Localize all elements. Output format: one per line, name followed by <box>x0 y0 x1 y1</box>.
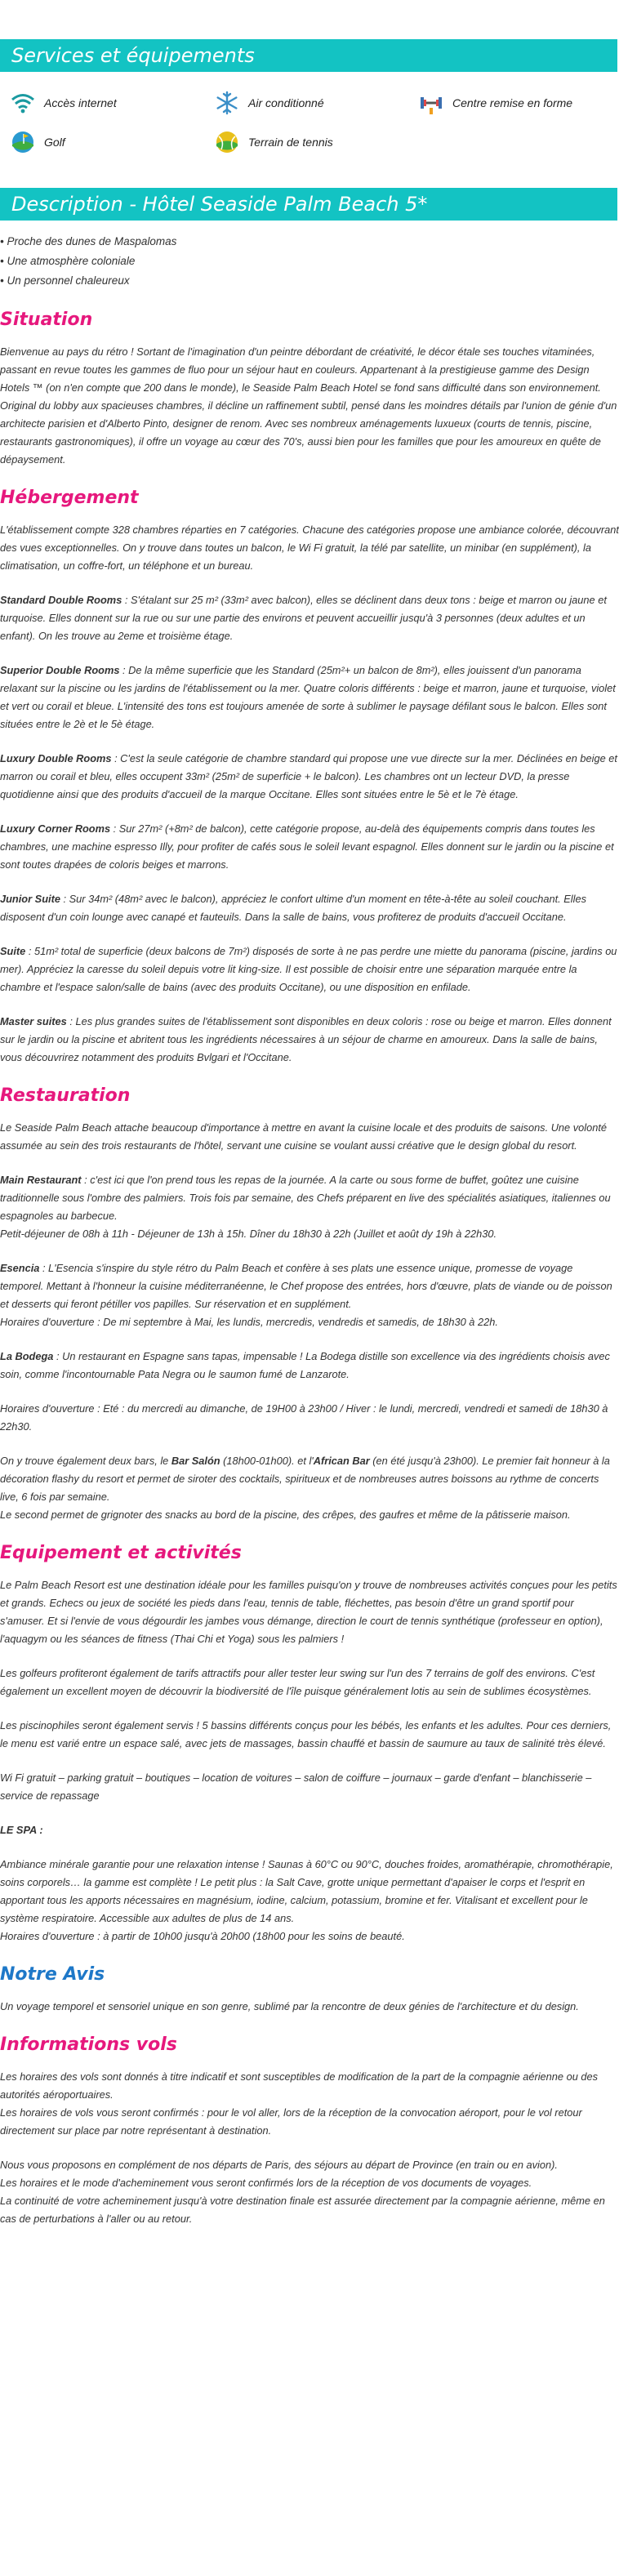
room-text: : Sur 34m² (48m² avec le balcon), appréciez le confort ultime d'un moment en tête-à-tête au soleil couchant. Elles disposent d'un coin lounge avec canapé et fauteuils. Dans la salle de bains, vous profiterez de produits d'accueil Occitane. <box>0 893 586 923</box>
service-fitness <box>418 90 572 116</box>
service-label: Terrain de tennis <box>248 136 333 149</box>
room-name: Suite <box>0 945 26 957</box>
service-label: Air conditionné <box>248 96 324 109</box>
vols-line: Les horaires et le mode d'acheminement vous seront confirmés lors de la réception de vos documents de voyages. <box>0 2177 532 2189</box>
restaurant-hours: Petit-déjeuner de 08h à 11h - Déjeuner de 13h à 15h. Dîner du 18h30 à 22h (Juillet et août dy 19h à 22h30. <box>0 1228 497 1240</box>
room-name: Superior Double Rooms <box>0 664 120 676</box>
african-bar-name: African Bar <box>313 1455 370 1467</box>
vols-line: La continuité de votre acheminement jusqu'à votre destination finale est assurée directement par la compagnie aérienne, même en cas de perturbations à l'aller ou au retour. <box>0 2195 605 2225</box>
services-banner <box>0 39 617 72</box>
service-tennis <box>214 129 333 155</box>
bars-text-part: On y trouve également deux bars, le <box>0 1455 171 1467</box>
hebergement-heading: Hébergement <box>0 488 139 508</box>
room-name: Standard Double Rooms <box>0 594 122 606</box>
room-text: : C'est la seule catégorie de chambre standard qui propose une vue directe sur la mer. Déclinées en beige et marron ou corail et bleu, elles occupent 33m² (25m² de superficie + le balcon). Les chambres ont un lecteur DVD, la presse quotidienne ainsi que des produits d'accueil de la marque Occitane. Elles sont situées entre le 5è et le 7è étage. <box>0 752 617 800</box>
bodega-hours: Horaires d'ouverture : Eté : du mercredi au dimanche, de 19H00 à 23h00 / Hiver : le lundi, mercredi, vendredi et samedi de 18h30 à 22h30. <box>0 1402 608 1433</box>
equipement-golf: Les golfeurs profiteront également de tarifs attractifs pour aller tester leur swing sur l'un des 7 terrains de golf des environs. C'est également un excellent moyen de découvrir la biodiversité de l'île puisque généralement lotis au sein de sublimes écosystèmes. <box>0 1667 595 1697</box>
description-content <box>0 221 619 2228</box>
tennis-icon <box>214 129 240 155</box>
restaurant-name: Main Restaurant <box>0 1174 82 1186</box>
description-banner <box>0 188 617 221</box>
spa-hours: Horaires d'ouverture : à partir de 10h00 jusqu'à 20h00 (18h00 pour les soins de beauté. <box>0 1930 405 1942</box>
restaurant-text: : Un restaurant en Espagne sans tapas, impensable ! La Bodega distille son excellence via des ingrédients choisis avec soin, comme l'incontournable Pata Negra ou le saumon fumé de Lanzarote. <box>0 1350 610 1380</box>
equipement-pools: Les piscinophiles seront également servis ! 5 bassins différents conçus pour les bébés, les enfants et les adultes. Pour ces derniers, le menu est varié entre un espace salé, avec jets de massages, bassin chauffé et bassin de saumure au taux de salinité très élevé. <box>0 1719 612 1749</box>
golf-icon <box>10 129 36 155</box>
restaurant-text: : c'est ici que l'on prend tous les repas de la journée. A la carte ou sous forme de buffet, goûtez une cuisine traditionnelle sous l'ombre des palmiers. Trois fois par semaine, des Chefs préparent en live des spécialités asiatiques, italiennes ou espagnoles au barbecue. <box>0 1174 611 1222</box>
spa-text <box>0 1856 619 1945</box>
room-name: Luxury Corner Rooms <box>0 822 111 835</box>
service-label: Accès internet <box>44 96 117 109</box>
service-label: Golf <box>44 136 65 149</box>
restauration-intro: Le Seaside Palm Beach attache beaucoup d'importance à mettre en avant la cuisine locale et des produits de saisons. Une volonté assumée au sein des trois restaurants de l'hôtel, servant une cuisine se voulant aussi créative que le design global du resort. <box>0 1121 607 1152</box>
room-suite <box>0 943 619 996</box>
room-name: Master suites <box>0 1015 67 1027</box>
bars-text <box>0 1452 619 1524</box>
spa-description: Ambiance minérale garantie pour une relaxation intense ! Saunas à 60°C ou 90°C, douches froides, aromathérapie, chromothérapie, soins corporels… la gamme est complète ! Le petit plus : la Salt Cave, grotte unique permettant d'apaiser le corps et l'esprit en apportant tous les apports nécessaires en magnésium, iodine, calcium, potassium, bromine et fer. Vitalisant et excellent pour le système respiratoire. Accessible aux adultes de plus de 14 ans. <box>0 1858 613 1924</box>
service-internet <box>10 90 117 116</box>
situation-text: Bienvenue au pays du rétro ! Sortant de l'imagination d'un peintre débordant de créativité, le décor étale ses touches vitaminées, passant en revue toutes les gammes de fluo pour un séjour haut en couleurs. Appartenant à la prestigieuse gamme des Design Hotels ™ (on n'en compte que 200 dans le monde), le Seaside Palm Beach Hotel se fond sans difficulté dans son environnement. Original du lobby aux spacieuses chambres, il décline un raffinement subtil, pensé dans les moindres détails par l'union de génie d'un architecte parisien et d'Alberto Pinto, designer de renom. Avec ses nombreux aménagements luxueux (courts de tennis, piscine, restaurants gastronomiques), il offre un voyage au cœur des 70's, aussi bien pour les familles que pour les amoureux en quête de dépaysement. <box>0 345 617 466</box>
list-item: • Une atmosphère coloniale <box>0 255 136 267</box>
equipement-services: Wi Fi gratuit – parking gratuit – boutiques – location de voitures – salon de coiffure – journaux – garde d'enfant – blanchisserie – service de repassage <box>0 1772 592 1802</box>
room-text: : S'étalant sur 25 m² (33m² avec balcon), elles se déclinent dans deux tons : beige et marron ou jaune et turquoise. Elles donnent sur la rue ou sur une partie des environs et peuvent accueillir jusqu'à 3 personnes (deux adultes et un enfant). On les trouve au 2eme et troisième étage. <box>0 594 607 642</box>
spa-label-text: LE SPA : <box>0 1824 43 1836</box>
restaurant-hours: Horaires d'ouverture : De mi septembre à Mai, les lundis, mercredis, vendredis et samedis, de 18h30 à 22h. <box>0 1316 498 1328</box>
bars-text-part: Le second permet de grignoter des snacks au bord de la piscine, des crêpes, des gaufres et même de la pâtisserie maison. <box>0 1509 571 1521</box>
bar-salon-name: Bar Salón <box>171 1455 220 1467</box>
restauration-heading: Restauration <box>0 1085 131 1106</box>
room-text: : De la même superficie que les Standard (25m²+ un balcon de 8m²), elles jouissent d'un panorama relaxant sur la piscine ou les jardins de l'établissement ou la mer. Quatre coloris différents : beige et marron, jaune et turquoise, violet et vert ou corail et bleue. L'intensité des tons est toujours amenée de sorte à sublimer le paysage défilant sous le balcon. Elles sont situées entre le 2è et le 5è étage. <box>0 664 616 730</box>
vols-line: Nous vous proposons en complément de nos départs de Paris, des séjours au départ de Province (en train ou en avion). <box>0 2159 558 2171</box>
equipement-families: Le Palm Beach Resort est une destination idéale pour les familles puisqu'on y trouve de nombreuses activités conçues pour les petits et grands. Echecs ou jeux de société les pieds dans l'eau, tennis de table, fléchettes, pas besoin d'être un grand sportif pour s'amuser. Et si l'envie de vous dégourdir les jambes vous démange, direction le court de tennis synthétique (professeur en option), l'aquagym ou les séances de fitness (Thai Chi et Yoga) sous les palmiers ! <box>0 1579 617 1645</box>
room-text: : 51m² total de superficie (deux balcons de 7m²) disposés de sorte à ne pas perdre une miette du panorama (piscine, jardins ou mer). Appréciez la caresse du soleil depuis votre lit king-size. Il est possible de choisir entre une séparation marquée entre la chambre et l'espace salon/salle de bains (avec des produits Occitane), ou une disposition en enfilade. <box>0 945 617 993</box>
hebergement-intro: L'établissement compte 328 chambres réparties en 7 catégories. Chacune des catégories propose une ambiance colorée, découvrant des vues exceptionnelles. On y trouve dans toutes un balcon, le Wi Fi gratuit, la télé par satellite, un minibar (en supplément), la climatisation, un coffre-fort, un téléphone et un bureau. <box>0 524 619 572</box>
description-title: Description - Hôtel Seaside Palm Beach 5* <box>11 193 428 216</box>
wifi-icon <box>10 90 36 116</box>
room-text: : Sur 27m² (+8m² de balcon), cette catégorie propose, au-delà des équipements compris dans toutes les chambres, une machine espresso Illy, pour profiter de cafés sous le soleil levant espagnol. Elles donnent sur le jardin ou la piscine et sont toutes drapées de coloris beiges et marrons. <box>0 822 614 871</box>
notre-avis-text: Un voyage temporel et sensoriel unique en son genre, sublimé par la rencontre de deux génies de l'architecture et du design. <box>0 2000 579 2012</box>
equipement-heading: Equipement et activités <box>0 1543 242 1563</box>
bodega-restaurant <box>0 1348 619 1384</box>
vols-heading: Informations vols <box>0 2035 177 2055</box>
service-golf <box>10 129 65 155</box>
room-text: : Les plus grandes suites de l'établissement sont disponibles en deux coloris : rose ou beige et marron. Elles donnent sur le jardin ou la piscine et abritent tous les ingrédients nécessaires à un séjour de charme en amoureux. Dans la salle de bains, vous découvrirez notamment des produits Bvlgari et l'Occitane. <box>0 1015 612 1063</box>
room-name: Luxury Double Rooms <box>0 752 112 764</box>
highlights-list <box>0 232 619 291</box>
room-name: Junior Suite <box>0 893 60 905</box>
snowflake-icon <box>214 90 240 116</box>
vols-province <box>0 2156 619 2228</box>
service-aircon <box>214 90 324 116</box>
services-list <box>0 72 619 172</box>
fitness-icon <box>418 90 444 116</box>
room-master-suite <box>0 1013 619 1067</box>
room-junior-suite <box>0 890 619 926</box>
main-restaurant <box>0 1171 619 1243</box>
vols-info <box>0 2068 619 2140</box>
restaurant-name: La Bodega <box>0 1350 54 1362</box>
esencia-restaurant <box>0 1259 619 1331</box>
room-standard <box>0 591 619 645</box>
vols-line: Les horaires de vols vous seront confirmés : pour le vol aller, lors de la réception de la convocation aéroport, pour le vol retour directement sur place par notre représentant à destination. <box>0 2106 582 2137</box>
room-luxury <box>0 750 619 804</box>
services-title: Services et équipements <box>11 44 255 67</box>
restaurant-name: Esencia <box>0 1262 40 1274</box>
service-label: Centre remise en forme <box>452 96 573 109</box>
bars-text-part: (18h00-01h00). et l' <box>220 1455 314 1467</box>
room-luxury-corner <box>0 820 619 874</box>
bars-text-part: (en été jusqu'à 23h00). Le premier fait honneur à la décoration flashy du resort et permet de siroter des cocktails, spiritueux et de nombreuses autres boissons au rythme de concerts live, 6 fois par semaine. <box>0 1455 610 1503</box>
spa-label <box>0 1821 619 1839</box>
list-item: • Proche des dunes de Maspalomas <box>0 235 177 247</box>
situation-heading: Situation <box>0 310 93 330</box>
restaurant-text: : L'Esencia s'inspire du style rétro du Palm Beach et confère à ses plats une essence unique, promesse de voyage temporel. Mettant à l'honneur la cuisine méditerranéenne, le Chef propose des entrées, hors d'œuvre, plats de viande ou de poisson et desserts qui feront pétiller vos papilles. Sur réservation et en supplément. <box>0 1262 612 1310</box>
notre-avis-heading: Notre Avis <box>0 1964 105 1985</box>
vols-line: Les horaires des vols sont donnés à titre indicatif et sont susceptibles de modification de la part de la compagnie aérienne ou des autorités aéroportuaires. <box>0 2070 598 2101</box>
room-superior <box>0 662 619 733</box>
list-item: • Un personnel chaleureux <box>0 274 130 287</box>
